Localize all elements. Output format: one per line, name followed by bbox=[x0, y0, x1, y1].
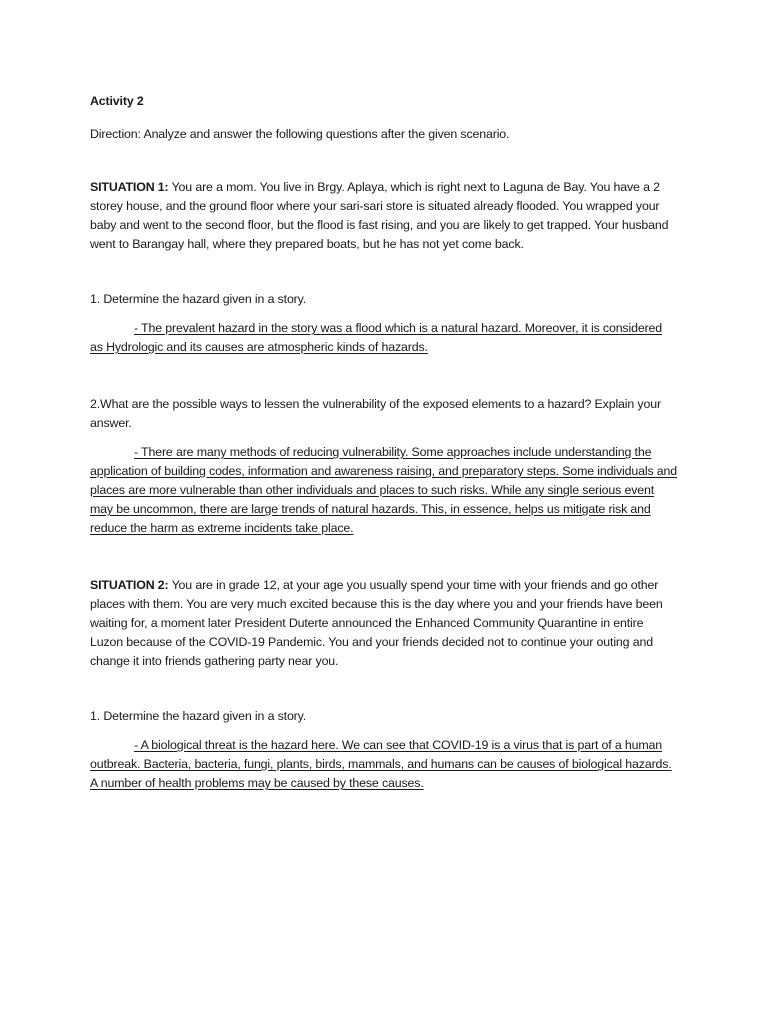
direction-text: Analyze and answer the following questions after the given scenario. bbox=[140, 127, 510, 141]
situation-1-question-1: 1. Determine the hazard given in a story. bbox=[90, 292, 307, 306]
direction-paragraph bbox=[90, 125, 678, 144]
situation-1-label: SITUATION 1: bbox=[90, 180, 169, 194]
situation-2-paragraph bbox=[90, 576, 678, 671]
situation-2-label: SITUATION 2: bbox=[90, 578, 169, 592]
situation-1-answer-2: - There are many methods of reducing vulnerability. Some approaches include understanding the application of building codes, information and awareness raising, and preparatory steps. Some individuals and places are more vulnerable than other individuals and places to such risks. While any single serious event may be uncommon, there are large trends of natural hazards. This, in essence, helps us mitigate risk and reduce the harm as extreme incidents take place. bbox=[90, 445, 678, 535]
situation-2-question-1: 1. Determine the hazard given in a story. bbox=[90, 709, 307, 723]
direction-label: Direction: bbox=[90, 127, 141, 141]
activity-title: Activity 2 bbox=[90, 94, 144, 108]
situation-1-paragraph bbox=[90, 178, 678, 254]
situation-1-question-2: 2.What are the possible ways to lessen the vulnerability of the exposed elements to a hazard? Explain your answer. bbox=[90, 397, 661, 430]
situation-1-answer-1: - The prevalent hazard in the story was a flood which is a natural hazard. Moreover, it is considered as Hydrologic and its causes are atmospheric kinds of hazards. bbox=[90, 321, 663, 354]
situation-1-text: You are a mom. You live in Brgy. Aplaya, which is right next to Laguna de Bay. You have a 2 storey house, and the ground floor where your sari-sari store is situated already flooded. You wrapped your baby and went to the second floor, but the flood is fast rising, and you are likely to get trapped. Your husband went to Barangay hall, where they prepared boats, but he has not yet come back. bbox=[90, 180, 669, 251]
situation-2-text: You are in grade 12, at your age you usually spend your time with your friends and go other places with them. You are very much excited because this is the day where you and your friends have been waiting for, a moment later President Duterte announced the Enhanced Community Quarantine in entire Luzon because of the COVID-19 Pandemic. You and your friends decided not to continue your outing and change it into friends gathering party near you. bbox=[90, 578, 663, 668]
situation-2-answer-1: - A biological threat is the hazard here. We can see that COVID-19 is a virus that is part of a human outbreak. Bacteria, bacteria, fungi, plants, birds, mammals, and humans can be causes of biological hazards. A number of health problems may be caused by these causes. bbox=[90, 738, 672, 790]
